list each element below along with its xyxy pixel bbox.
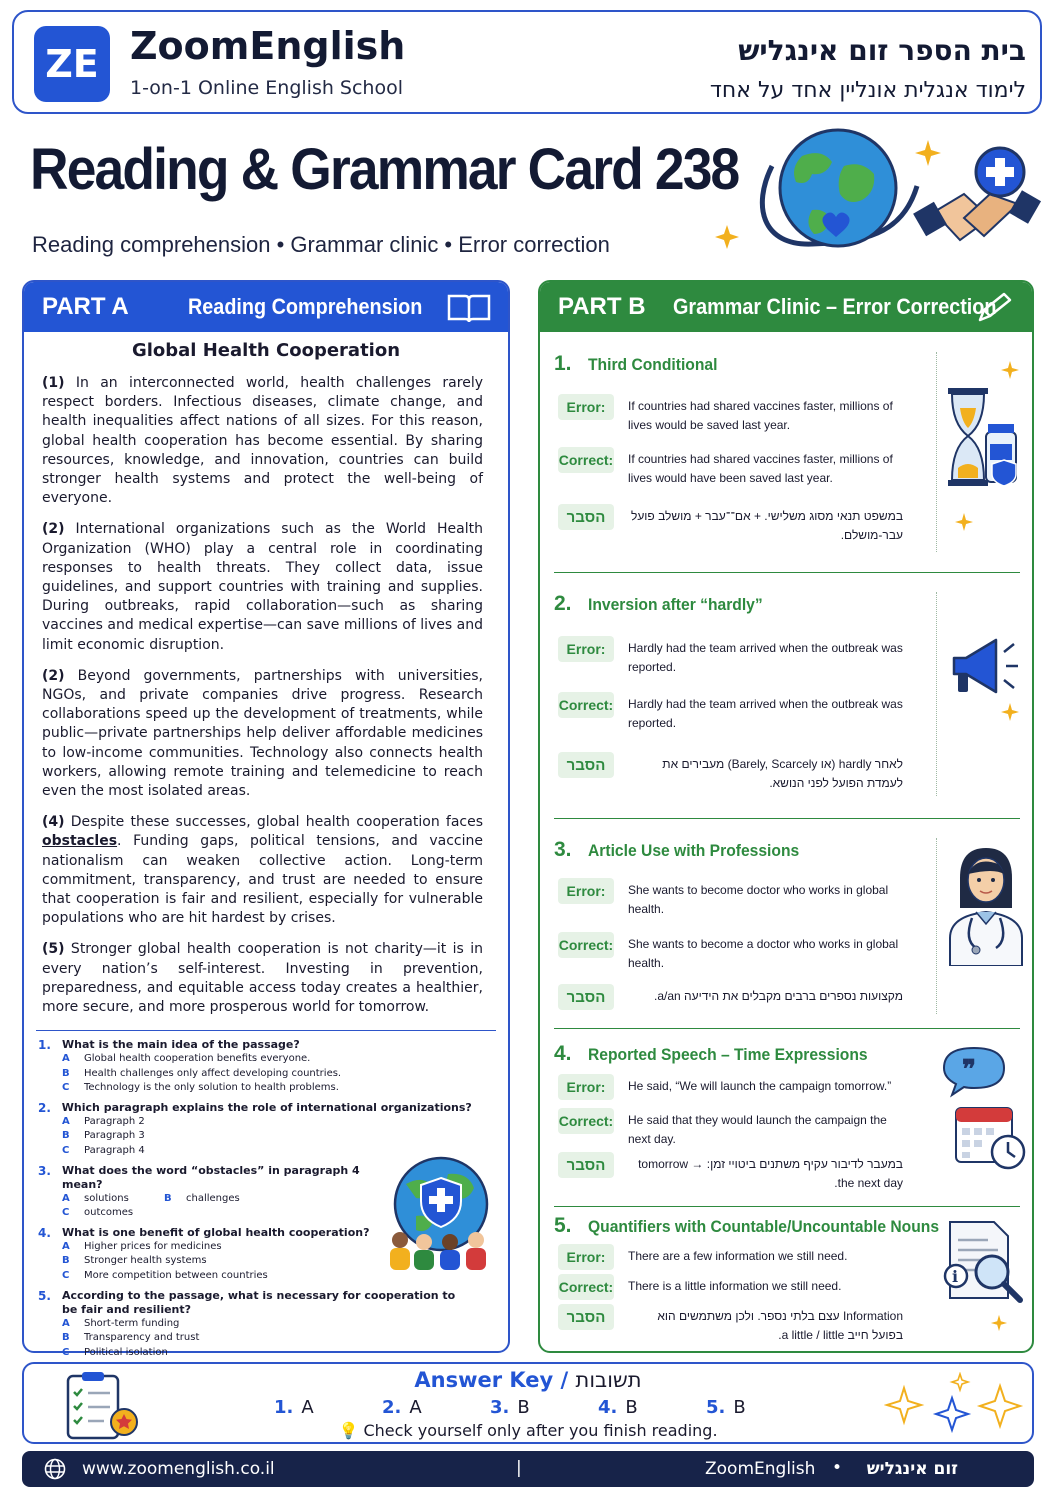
answer-number: 5.	[706, 1397, 726, 1418]
header-bar	[12, 10, 1042, 114]
explanation-text: במשפט תנאי מסוג משלישי. + אם־־עבר + מושלב פועל עבר-מושלם.	[630, 509, 903, 542]
globe-handshake-illustration	[752, 126, 1042, 276]
svg-text:i: i	[952, 1267, 959, 1286]
grammar-item-1	[554, 352, 1020, 562]
part-b-tag: PART B	[558, 293, 646, 320]
error-label: Error:	[558, 394, 614, 420]
answer-item	[598, 1397, 706, 1418]
explanation-label: הסבר	[558, 1152, 614, 1178]
option-letter: B	[62, 1130, 70, 1142]
paragraph-number: (5)	[42, 941, 65, 958]
item-separator	[554, 1028, 1020, 1029]
question-text: Which paragraph explains the role of international organizations?	[61, 1100, 472, 1114]
footer-dot: •	[832, 1458, 843, 1478]
passage-title: Global Health Cooperation	[131, 340, 401, 361]
option-letter: A	[62, 1053, 70, 1064]
item-title: Quantifiers with Countable/Uncountable Nouns	[588, 1217, 940, 1236]
paragraph-text: In an interconnected world, health challenges rarely respect borders. Infectious diseases, climate change, and health inequalities affect nations of all sizes. For this reason, global health cooperation has become essential. By sharing resources, knowledge, and innovation, countries can build stronger health systems and protect the well-being of everyone.	[42, 375, 483, 507]
correct-label: Correct:	[558, 692, 614, 718]
paragraph-number: (1)	[42, 375, 65, 391]
option-letter: B	[62, 1067, 70, 1079]
option-text: Short-term funding	[84, 1317, 180, 1329]
question-number: 4.	[38, 1225, 51, 1240]
brand-logo[interactable]: ZE	[34, 26, 110, 102]
answer-option[interactable]	[62, 1129, 478, 1144]
correct-sentence: He said that they would launch the campaign the next day.	[628, 1113, 887, 1146]
answer-option[interactable]	[62, 1192, 162, 1207]
paragraph-text: International organizations such as the World Health Organization (WHO) play a central role in coordinating responses to health threats. They collect data, issue guidelines, and support countries with training and supplies. During outbreaks, rapid collaboration—such as sharing vaccines and medical expertise—can save millions of lives and limit economic disruption.	[42, 521, 483, 653]
book-icon	[446, 292, 492, 324]
question-text: What does the word “obstacles” in paragraph 4 mean?	[62, 1163, 360, 1191]
answer-letter: B	[625, 1397, 638, 1418]
passage-body	[42, 374, 483, 1029]
answer-option[interactable]	[62, 1115, 478, 1130]
paragraph-2	[42, 520, 483, 654]
correct-label: Correct:	[558, 1274, 614, 1300]
answer-option[interactable]	[62, 1067, 478, 1082]
part-a-name: Reading Comprehension	[188, 294, 423, 319]
option-text: outcomes	[84, 1207, 134, 1219]
footer-brand: ZoomEnglish	[705, 1459, 816, 1479]
option-letter: C	[62, 1082, 70, 1094]
explanation-label: הסבר	[558, 504, 614, 530]
answer-option[interactable]	[62, 1081, 478, 1096]
option-text: Higher prices for medicines	[84, 1240, 222, 1252]
footer-bar	[22, 1451, 1034, 1487]
error-sentence: She wants to become doctor who works in global health.	[628, 883, 889, 916]
explanation-label: הסבר	[558, 1304, 614, 1330]
paragraph-number: (4)	[42, 814, 65, 831]
grammar-item-5	[554, 1214, 1020, 1344]
grammar-item-4	[554, 1042, 1020, 1202]
answer-key-title-he: תשובות	[575, 1368, 642, 1392]
part-a-panel	[22, 280, 510, 1358]
error-label: Error:	[558, 878, 614, 904]
answer-item	[274, 1397, 382, 1418]
handshake-icon	[913, 190, 1041, 240]
part-b-header	[540, 282, 1032, 332]
answer-list	[274, 1397, 814, 1418]
footer-brand-hebrew: זום אינגליש	[866, 1459, 958, 1479]
answer-key-note	[24, 1421, 1032, 1440]
answer-number: 1.	[274, 1397, 294, 1418]
question-number: 1.	[38, 1038, 51, 1052]
item-separator	[554, 572, 1020, 573]
part-a-header	[24, 282, 508, 332]
correct-label: Correct:	[558, 1108, 614, 1134]
item-number: 4.	[554, 1042, 572, 1065]
option-text: Political isolation	[84, 1346, 168, 1358]
option-text: Health challenges only affect developing countries.	[84, 1067, 342, 1079]
sparkle-icon	[954, 512, 974, 532]
error-label: Error:	[558, 1074, 614, 1100]
paragraph-3	[42, 667, 483, 801]
questions-divider	[36, 1030, 496, 1031]
doctor-icon	[946, 838, 1026, 966]
sparkles-icon	[884, 1372, 1024, 1438]
item-title: Article Use with Professions	[588, 841, 800, 860]
paragraph-text: Stronger global health cooperation is not charity—it is in every nation’s self-interest. Investing in prevention, preparedness, and equitable access today creates a healthier, more secure, and more prosperous world for tomorrow.	[42, 941, 483, 1016]
option-letter: A	[62, 1317, 70, 1329]
paragraph-text: . Funding gaps, political tensions, and vaccine nationalism can weaken collective action. Long-term commitment, transparency, and trust are needed to ensure that cooperation is fair and resilient, especially for vulnerable populations who are hit hardest by crises.	[42, 833, 483, 927]
question-text: What is the main idea of the passage?	[62, 1038, 300, 1051]
paragraph-1	[42, 374, 483, 508]
paragraph-text: Beyond governments, partnerships with universities, NGOs, and private companies drive progress. Research collaborations speed up the development of treatments, while public—private partnerships help deliver affordable medicines to low-income communities. Technology also connects health workers, allowing remote training and telemedicine to reach even the most isolated areas.	[42, 667, 483, 800]
error-sentence: He said, “We will launch the campaign tomorrow.”	[628, 1079, 892, 1093]
question-5	[38, 1289, 478, 1361]
item-title: Inversion after “hardly”	[588, 595, 763, 614]
option-letter: C	[62, 1269, 70, 1281]
question-text: According to the passage, what is necessary for cooperation to be fair and resilient?	[62, 1288, 456, 1316]
option-text: Transparency and trust	[84, 1332, 200, 1344]
correct-sentence: If countries had shared vaccines faster, millions of lives would have been saved last year.	[628, 452, 893, 485]
dotted-divider	[936, 838, 937, 1014]
answer-key-title: Answer Key / תשובות	[414, 1368, 642, 1392]
explanation-text: מקצועות נספרים ברבים מקבלים את הידיעה a/an.	[654, 989, 903, 1003]
explanation-text: לאחר hardly (או Barely, Scarcely) מעבירים את לעמדת הפועל לפני הנושא.	[662, 757, 903, 790]
error-label: Error:	[558, 1244, 614, 1270]
option-letter: C	[62, 1144, 70, 1156]
question-number: 2.	[38, 1100, 51, 1115]
option-text: Global health cooperation benefits everyone.	[84, 1053, 311, 1064]
explanation-label: הסבר	[558, 984, 614, 1010]
option-text: More competition between countries	[84, 1269, 268, 1281]
option-text: Stronger health systems	[84, 1255, 207, 1267]
option-letter: C	[62, 1346, 70, 1358]
answer-option[interactable]	[62, 1331, 478, 1346]
option-letter: B	[164, 1192, 172, 1204]
item-number: 2.	[554, 592, 572, 615]
answer-letter: B	[733, 1397, 746, 1418]
option-text: Technology is the only solution to health problems.	[84, 1082, 339, 1094]
svg-text:❞: ❞	[962, 1055, 976, 1085]
error-sentence: If countries had shared vaccines faster, millions of lives would be saved last year.	[628, 399, 893, 432]
pencil-icon	[970, 292, 1016, 324]
brand-name: ZoomEnglish	[130, 24, 406, 68]
option-letter: B	[62, 1255, 70, 1267]
sparkle-icon	[714, 224, 740, 250]
question-1	[38, 1038, 478, 1096]
option-letter: A	[62, 1192, 70, 1204]
error-label: Error:	[558, 636, 614, 662]
item-title: Reported Speech – Time Expressions	[588, 1045, 868, 1064]
question-number: 3.	[38, 1163, 51, 1178]
item-separator	[554, 1206, 1020, 1207]
answer-key-panel	[22, 1362, 1034, 1444]
option-text: Paragraph 3	[84, 1130, 145, 1142]
correct-label: Correct:	[558, 447, 614, 473]
dotted-divider	[936, 592, 937, 796]
paragraph-number: (2)	[42, 667, 65, 684]
option-letter: B	[62, 1332, 70, 1344]
answer-number: 2.	[382, 1397, 402, 1418]
megaphone-icon	[946, 632, 1022, 700]
explanation-text: Information עצם בלתי נספר. ולכן משתמשים הוא בפועל חייב a little / little.	[657, 1309, 903, 1342]
hebrew-school-name: בית הספר זום אינגליש	[738, 34, 1026, 67]
question-2	[38, 1101, 478, 1159]
correct-sentence: She wants to become a doctor who works in global health.	[628, 937, 899, 970]
dotted-divider	[936, 352, 937, 552]
item-separator	[554, 818, 1020, 819]
paragraph-text: Despite these successes, global health cooperation faces	[64, 814, 483, 831]
option-letter: C	[62, 1207, 70, 1219]
hourglass-vaccine-icon	[942, 382, 1022, 500]
globe-people-icon	[386, 1154, 496, 1272]
answer-option[interactable]	[62, 1052, 478, 1067]
item-title: Third Conditional	[588, 355, 718, 374]
answer-key-title-en: Answer Key	[414, 1368, 554, 1392]
page-title: Reading & Grammar Card 238	[30, 137, 739, 202]
answer-option[interactable]	[164, 1192, 240, 1207]
answer-letter: A	[409, 1397, 422, 1418]
sparkle-icon	[1000, 360, 1020, 380]
part-a-tag: PART A	[42, 293, 129, 320]
item-number: 1.	[554, 352, 572, 375]
document-search-icon	[936, 1218, 1030, 1308]
item-number: 3.	[554, 838, 572, 861]
sparkle-icon	[990, 1314, 1008, 1332]
grammar-item-3	[554, 838, 1020, 1018]
answer-number: 4.	[598, 1397, 618, 1418]
answer-number: 3.	[490, 1397, 510, 1418]
option-text: challenges	[186, 1192, 240, 1204]
vocabulary-keyword: obstacles	[42, 833, 118, 850]
sparkle-icon	[1000, 702, 1020, 722]
answer-option[interactable]	[62, 1346, 478, 1361]
answer-item	[706, 1397, 814, 1418]
correct-sentence: Hardly had the team arrived when the outbreak was reported.	[628, 697, 903, 730]
option-text: Paragraph 4	[84, 1144, 145, 1156]
page-subtitle: Reading comprehension • Grammar clinic • Error correction	[32, 232, 610, 257]
website-link[interactable]: www.zoomenglish.co.il	[82, 1459, 275, 1479]
option-text: solutions	[84, 1192, 129, 1204]
correct-label: Correct:	[558, 932, 614, 958]
answer-option[interactable]	[62, 1317, 478, 1332]
explanation-text: במעבר לדיבור עקיף משתנים ביטויי זמן: tomorrow → the next day.	[638, 1157, 903, 1190]
answer-item	[382, 1397, 490, 1418]
answer-item	[490, 1397, 598, 1418]
correct-sentence: There is a little information we still need.	[628, 1279, 842, 1293]
part-b-panel	[538, 280, 1034, 1353]
grammar-item-2	[554, 592, 1020, 802]
option-letter: A	[62, 1115, 70, 1127]
explanation-label: הסבר	[558, 752, 614, 778]
answer-key-note-text: Check yourself only after you finish reading.	[363, 1421, 718, 1440]
answer-letter: B	[517, 1397, 530, 1418]
paragraph-4	[42, 813, 483, 928]
plus-badge-icon	[976, 148, 1024, 196]
paragraph-number: (2)	[42, 521, 65, 538]
lightbulb-icon: 💡	[338, 1421, 364, 1440]
part-b-name: Grammar Clinic – Error Correction	[672, 294, 997, 319]
paragraph-5	[42, 940, 483, 1017]
question-text: What is one benefit of global health cooperation?	[62, 1225, 370, 1239]
error-sentence: There are a few information we still need.	[628, 1249, 848, 1263]
footer-divider: |	[516, 1458, 522, 1478]
globe-icon	[44, 1458, 66, 1480]
error-sentence: Hardly had the team arrived when the outbreak was reported.	[628, 641, 903, 674]
brand-tagline: 1-on-1 Online English School	[130, 77, 403, 99]
hebrew-tagline: לימוד אנגלית אונליין אחד על אחד	[709, 78, 1026, 103]
question-number: 5.	[38, 1288, 51, 1303]
option-letter: A	[62, 1240, 70, 1252]
item-number: 5.	[554, 1214, 572, 1237]
option-text: Paragraph 2	[84, 1115, 145, 1127]
answer-letter: A	[301, 1397, 314, 1418]
speech-calendar-icon	[938, 1044, 1030, 1174]
